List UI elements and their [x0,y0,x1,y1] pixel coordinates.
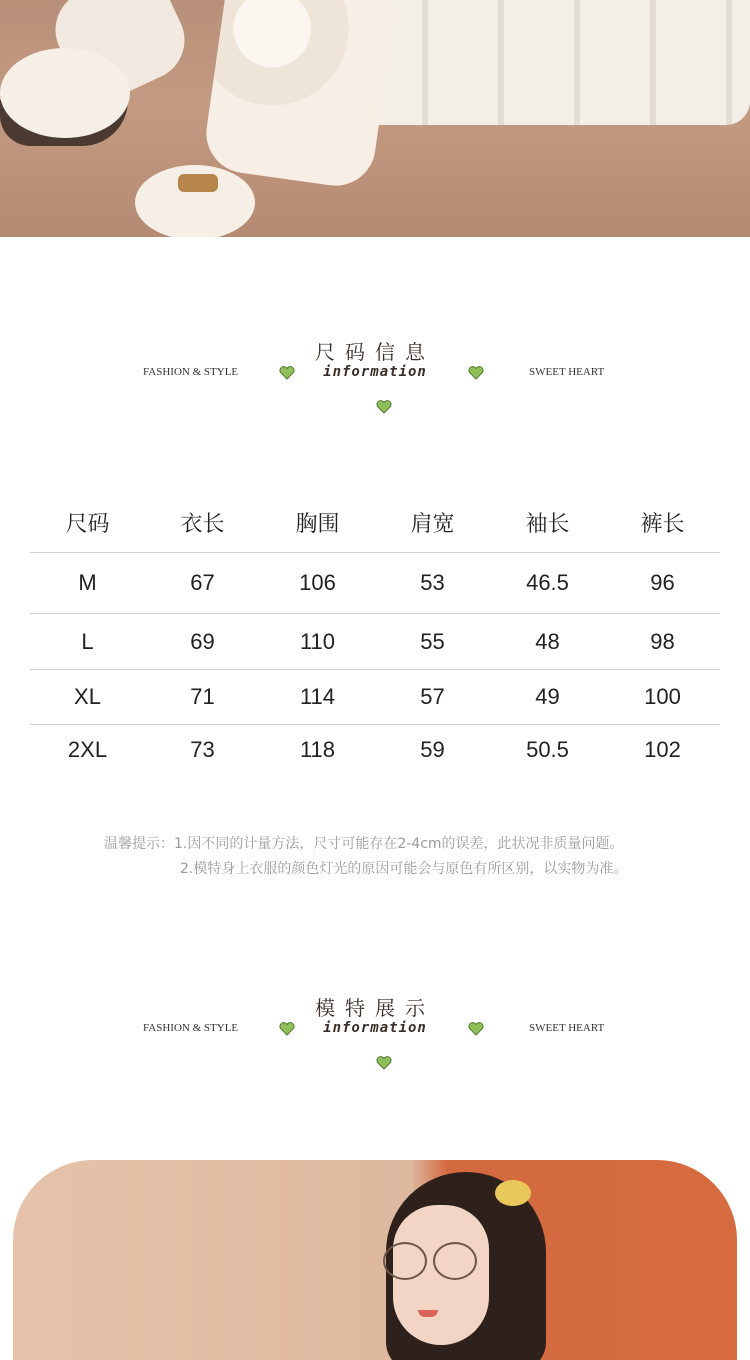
header-length: 衣长 [145,492,260,553]
table-cell: 2XL [67,737,108,762]
heart-icon [376,1056,392,1070]
table-cell: 55 [375,614,490,670]
header-pants-length: 裤长 [605,492,720,553]
table-row [30,670,720,725]
note-line-2: 2.模特身上衣服的颜色灯光的原因可能会与原色有所区别，以实物为准。 [180,861,628,877]
table-cell: 114 [260,670,375,725]
table-cell: 59 [420,737,445,762]
header-shoulder: 肩宽 [375,492,490,553]
table-cell: 50.5 [526,737,569,762]
table-cell: 96 [605,553,720,614]
fashion-style-tag: FASHION & STYLE [143,1022,239,1034]
heart-icon [279,1022,295,1036]
table-cell: L [30,614,145,670]
information-subtitle: information [323,1020,427,1036]
table-cell: 71 [145,670,260,725]
table-cell: 67 [145,553,260,614]
note-line-1: 温馨提示：1.因不同的计量方法，尺寸可能存在2-4cm的误差，此状况非质量问题。 [104,836,624,852]
sofa [352,0,750,125]
table-cell: 106 [260,553,375,614]
table-cell: 118 [299,737,336,762]
size-notes [104,832,627,882]
table-cell: 98 [605,614,720,670]
table-row [30,725,720,776]
table-cell: 53 [375,553,490,614]
table-cell: 46.5 [490,553,605,614]
header-sleeve: 袖长 [490,492,605,553]
header-size: 尺码 [30,492,145,553]
size-chart-table [30,492,720,775]
model-section-title: 模特展示 [315,996,435,1020]
table-cell: 57 [375,670,490,725]
table-header-row [30,492,720,553]
table-cell: 110 [260,614,375,670]
heart-icon [468,1022,484,1036]
header-chest: 胸围 [260,492,375,553]
table-cell: 73 [190,737,215,762]
heart-icon [468,366,484,380]
heart-icon [279,366,295,380]
slipper-left [0,48,130,138]
table-cell: 49 [490,670,605,725]
size-section-title: 尺码信息 [315,340,435,364]
sweet-heart-tag: SWEET HEART [529,1022,605,1034]
table-cell: 48 [490,614,605,670]
information-subtitle: information [323,364,427,380]
table-cell: M [30,553,145,614]
table-row [30,614,720,670]
table-cell: 100 [605,670,720,725]
sweet-heart-tag: SWEET HEART [529,366,605,378]
product-photo-slippers [0,0,750,237]
table-row [30,553,720,614]
hair-scrunchie [495,1180,531,1206]
table-cell: 69 [145,614,260,670]
table-cell: XL [30,670,145,725]
table-cell: 102 [644,737,681,762]
heart-icon [376,400,392,414]
fashion-style-tag: FASHION & STYLE [143,366,239,378]
model-photo [13,1160,737,1360]
